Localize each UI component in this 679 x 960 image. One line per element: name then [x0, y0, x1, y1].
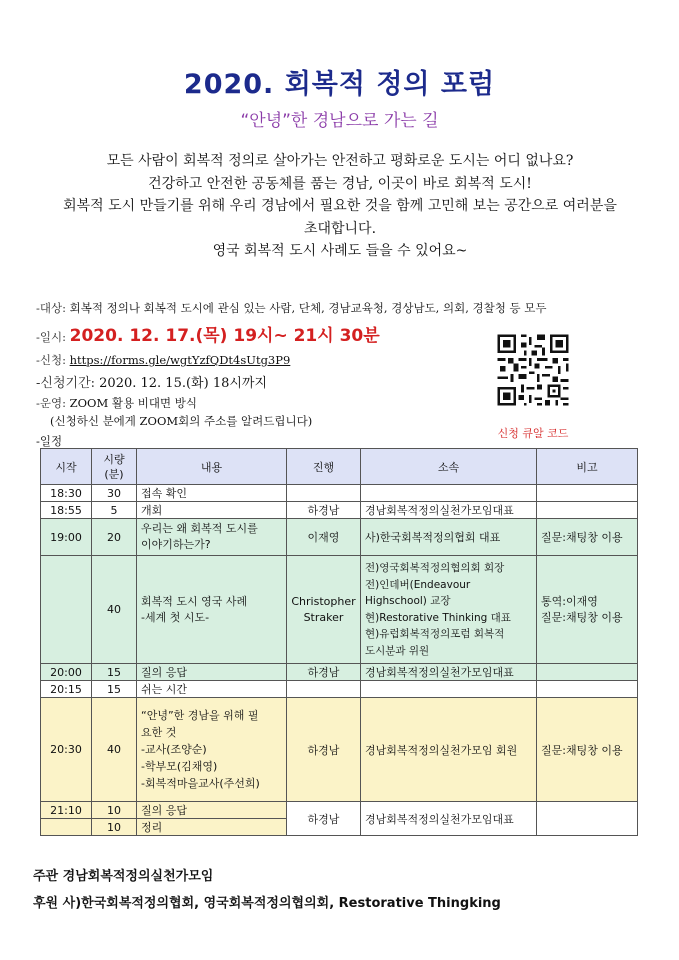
cell-affiliation: 경남회복적정의실천가모임 회원	[361, 698, 537, 802]
cell-start: 20:15	[41, 681, 92, 698]
cell-note	[537, 502, 638, 519]
operation-value: ZOOM 활용 비대면 방식	[69, 396, 197, 410]
table-row	[41, 485, 638, 502]
header-duration: 시량 (분)	[92, 449, 137, 485]
operation-note: (신청하신 분에게 ZOOM회의 주소를 알려드립니다)	[50, 414, 313, 428]
period-row	[36, 372, 267, 391]
header-content: 내용	[137, 449, 287, 485]
cell-note	[537, 664, 638, 681]
datetime-label: -일시:	[36, 330, 66, 344]
apply-link[interactable]: https://forms.gle/wgtYzfQDt4sUtg3P9	[69, 353, 291, 367]
table-row	[41, 556, 638, 664]
table-row	[41, 802, 638, 819]
cell-note: 통역:이재영 질문:채팅창 이용	[537, 556, 638, 664]
cell-duration: 15	[92, 664, 137, 681]
table-row	[41, 502, 638, 519]
intro-text	[30, 150, 650, 263]
datetime-row	[36, 321, 380, 346]
cell-host: 하경남	[287, 502, 361, 519]
cell-start	[41, 556, 92, 664]
cell-note	[537, 802, 638, 836]
qr-caption: 신청 큐알 코드	[497, 427, 569, 440]
datetime-value: 2020. 12. 17.(목) 19시~ 21시 30분	[69, 326, 380, 346]
schedule-table	[40, 448, 638, 836]
cell-duration: 10	[92, 819, 137, 836]
table-row	[41, 698, 638, 802]
period-label: -신청기간:	[36, 376, 96, 391]
cell-affiliation: 경남회복적정의실천가모임대표	[361, 802, 537, 836]
cell-start: 21:10	[41, 802, 92, 819]
period-value: 2020. 12. 15.(화) 18시까지	[99, 376, 268, 391]
cell-duration: 20	[92, 519, 137, 556]
table-row	[41, 519, 638, 556]
header-host: 진행	[287, 449, 361, 485]
sponsor-text: 후원 사)한국회복적정의협회, 영국회복적정의협의회, Restorative Thingking	[33, 896, 501, 911]
operation-label: -운영:	[36, 396, 66, 410]
cell-duration: 40	[92, 698, 137, 802]
intro-line: 초대합니다.	[303, 220, 377, 237]
cell-content: 질의 응답	[137, 802, 287, 819]
table-row	[41, 664, 638, 681]
cell-content: 질의 응답	[137, 664, 287, 681]
cell-content: 정리	[137, 819, 287, 836]
intro-line: 모든 사람이 회복적 정의로 살아가는 안전하고 평화로운 도시는 어디 없나요?	[106, 153, 574, 169]
target-value: 회복적 정의나 회복적 도시에 관심 있는 사람, 단체, 경남교육청, 경상남도, 의회, 경찰청 등 모두	[69, 301, 547, 315]
page-subtitle: “안녕”한 경남으로 가는 길	[240, 111, 439, 131]
organizer-text: 주관 경남회복적정의실천가모임	[33, 869, 214, 884]
apply-row	[36, 352, 290, 368]
intro-line: 회복적 도시 만들기를 위해 우리 경남에서 필요한 것을 함께 고민해 보는 공간으로 여러분을	[63, 198, 617, 214]
cell-start: 19:00	[41, 519, 92, 556]
cell-content: 우리는 왜 회복적 도시를 이야기하는가?	[137, 519, 287, 556]
cell-duration: 40	[92, 556, 137, 664]
cell-host: 하경남	[287, 698, 361, 802]
cell-note: 질문:채팅창 이용	[537, 698, 638, 802]
cell-start: 20:00	[41, 664, 92, 681]
apply-label: -신청:	[36, 353, 66, 367]
cell-content: “안녕”한 경남을 위해 필 요한 것 -교사(조양순) -학부모(김채영) -회복적마을교사(주선희)	[137, 698, 287, 802]
table-header-row	[41, 449, 638, 485]
cell-host: Christopher Straker	[287, 556, 361, 664]
cell-duration: 30	[92, 485, 137, 502]
cell-host	[287, 485, 361, 502]
cell-affiliation: 경남회복적정의실천가모임대표	[361, 664, 537, 681]
qr-code-icon[interactable]	[495, 332, 571, 408]
cell-content: 접속 확인	[137, 485, 287, 502]
cell-start	[41, 819, 92, 836]
cell-duration: 5	[92, 502, 137, 519]
header-note: 비고	[537, 449, 638, 485]
intro-line: 건강하고 안전한 공동체를 품는 경남, 이곳이 바로 회복적 도시!	[148, 175, 532, 192]
header-start: 시작	[41, 449, 92, 485]
intro-line: 영국 회복적 도시 사례도 들을 수 있어요~	[212, 243, 468, 259]
cell-affiliation: 경남회복적정의실천가모임대표	[361, 502, 537, 519]
cell-affiliation: 사)한국회복적정의협회 대표	[361, 519, 537, 556]
cell-affiliation	[361, 485, 537, 502]
operation-row	[36, 395, 197, 411]
cell-host	[287, 681, 361, 698]
cell-note	[537, 681, 638, 698]
cell-content: 회복적 도시 영국 사례 -세계 첫 시도-	[137, 556, 287, 664]
header-affiliation: 소속	[361, 449, 537, 485]
page-title: 2020. 회복적 정의 포럼	[183, 69, 496, 100]
cell-start: 18:55	[41, 502, 92, 519]
target-row	[36, 300, 546, 316]
cell-host: 하경남	[287, 802, 361, 836]
cell-content: 쉬는 시간	[137, 681, 287, 698]
cell-start: 20:30	[41, 698, 92, 802]
table-row	[41, 681, 638, 698]
cell-note	[537, 485, 638, 502]
cell-host: 하경남	[287, 664, 361, 681]
cell-duration: 10	[92, 802, 137, 819]
cell-note: 질문:채팅창 이용	[537, 519, 638, 556]
cell-content: 개회	[137, 502, 287, 519]
cell-host: 이재영	[287, 519, 361, 556]
cell-start: 18:30	[41, 485, 92, 502]
cell-duration: 15	[92, 681, 137, 698]
cell-affiliation: 전)영국회복적정의협의회 회장 전)인데버(Endeavour Highschool) 교장 현)Restorative Thinking 대표 현)유럽회복적정의포럼 회복적 도시분과 위원	[361, 556, 537, 664]
schedule-label: -일정	[36, 434, 63, 448]
target-label: -대상:	[36, 301, 66, 315]
cell-affiliation	[361, 681, 537, 698]
